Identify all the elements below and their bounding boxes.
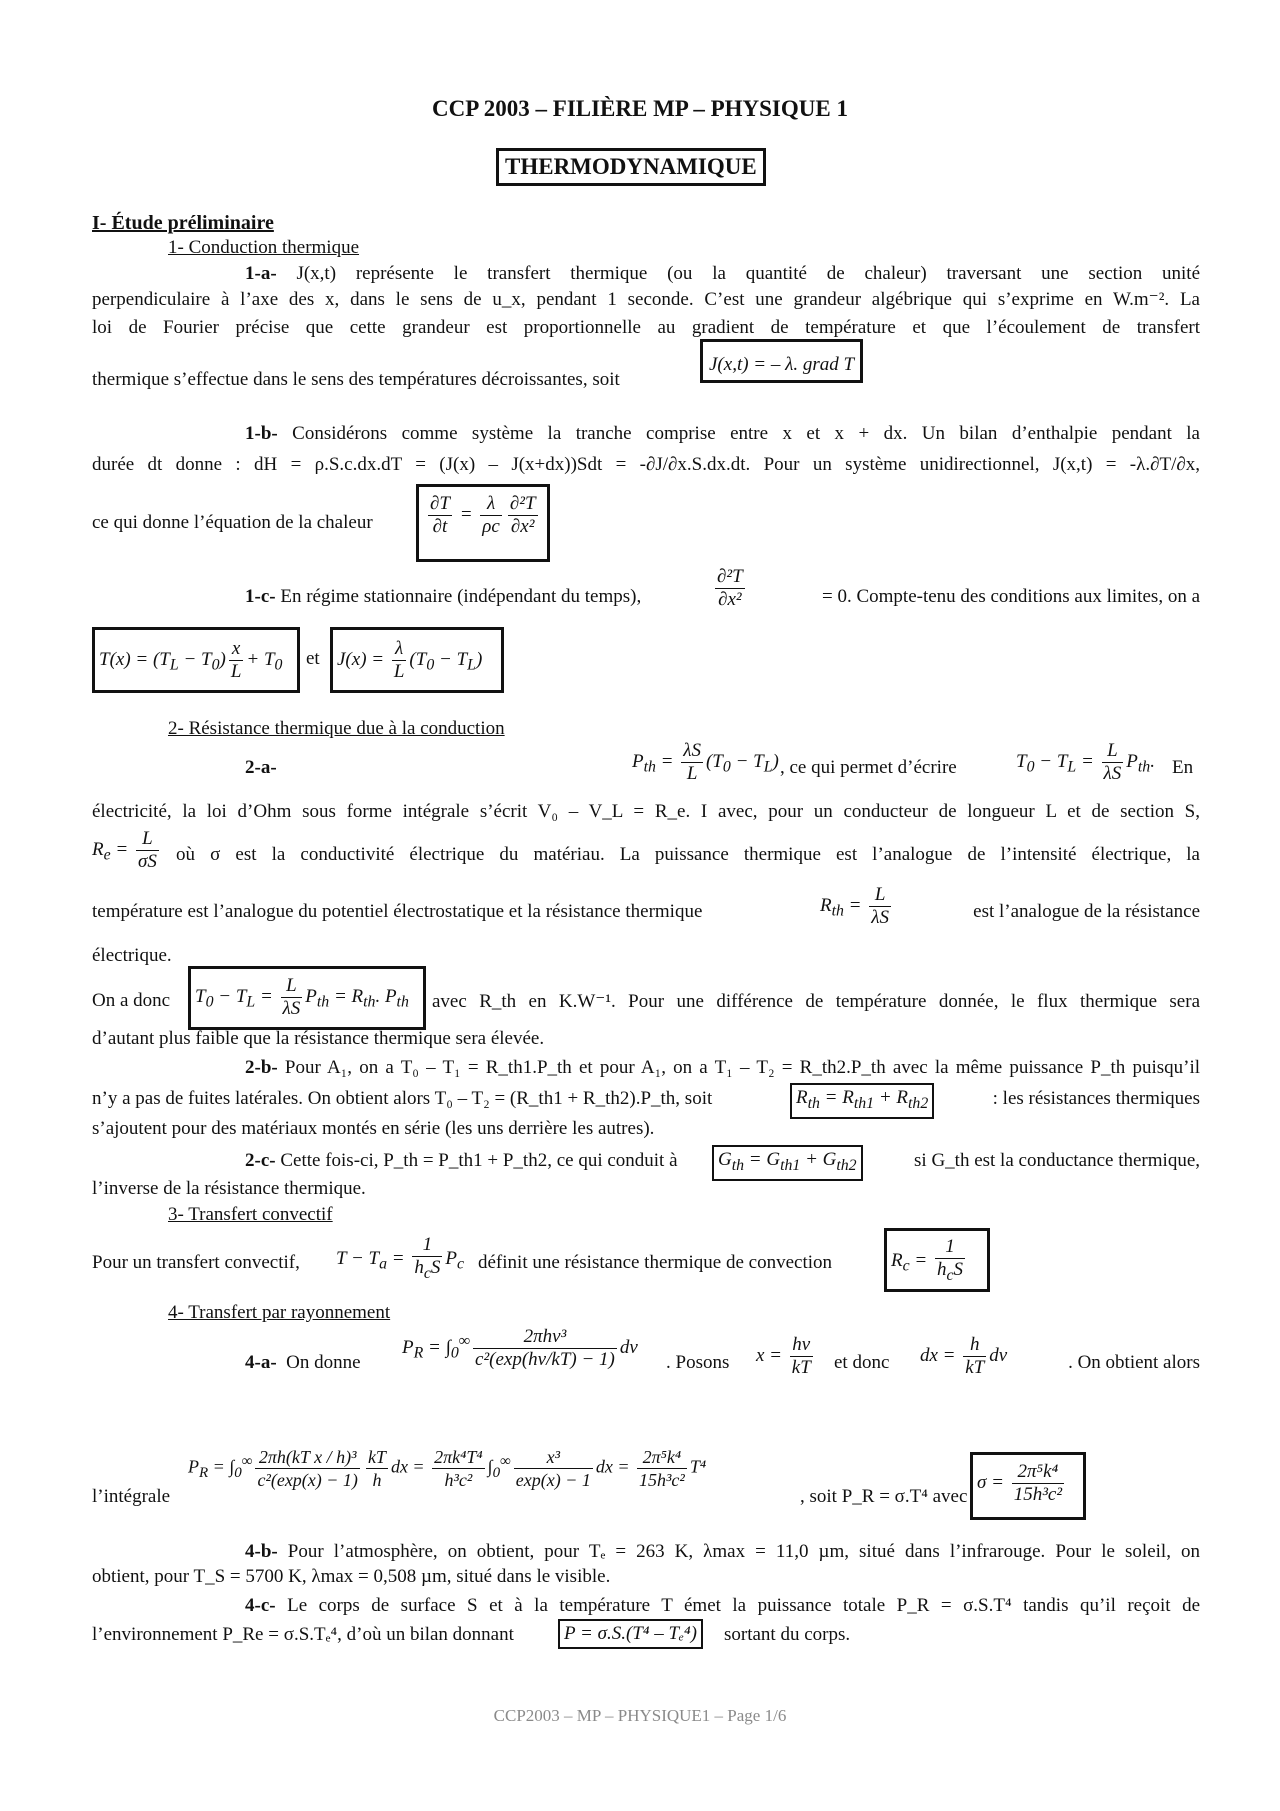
paragraph-1b-line2: durée dt donne : dH = ρ.S.c.dx.dT = (J(x) – J(x+dx))Sdt = -∂J/∂x.S.dx.dt. Pour un système unidirectionnel, J(x,t) = -λ.∂T/∂x, <box>92 454 1200 475</box>
equation-rth-series: $R_{th} = R_{th1} + R_{th2}$ <box>790 1083 934 1119</box>
equation-substitution: x = $\frac{h\nu}{kT}$ <box>756 1334 811 1378</box>
paragraph-2a-line3: où σ est la conductivité électrique du matériau. La puissance thermique est l’analogue de l’intensité électrique, la <box>176 844 1200 865</box>
equation-rth-box: $T_0 - T_L$ = $\frac{L}{\lambda S}$ $P_{th} = R_{th}$. $P_{th}$ <box>188 966 426 1030</box>
paragraph-4a-line1a: 4-a- On donne <box>245 1352 361 1373</box>
paragraph-2a-line2: électricité, la loi d’Ohm sous forme intégrale s’écrit V₀ – V_L = R_e. I avec, pour un conducteur de longueur L et de section S, <box>92 801 1200 822</box>
paragraph-4a-line1d: . On obtient alors <box>1068 1352 1200 1373</box>
paragraph-2b-line2a: n’y a pas de fuites latérales. On obtient alors T₀ – T₂ = (R_th1 + R_th2).P_th, soit <box>92 1088 713 1109</box>
equation-dx: dx = $\frac{h}{kT}$ dν <box>920 1334 1008 1378</box>
paragraph-2a-line6b: avec R_th en K.W⁻¹. Pour une différence de température donnée, le flux thermique sera <box>432 991 1200 1012</box>
paragraph-2a-line4b: est l’analogue de la résistance <box>973 901 1200 922</box>
page-footer: CCP2003 – MP – PHYSIQUE1 – Page 1/6 <box>493 1706 787 1725</box>
paragraph-4c-line2c: sortant du corps. <box>724 1624 851 1645</box>
equation-stefan-integral: $P_R = \int_0^\infty$ $\frac{\text{2πh(kT x / h)³}}{\text{c²(exp(x) − 1)}}$ $\frac{kT}{h}$ dx = $\frac{\text{2πk⁴T⁴}}{\text{h³c²}}$ $\int_0^\infty$ $\frac{\text{x³}}{\exp(x) - 1}$ dx = $\frac{\text{2π⁵k⁴}}{\text{15h³c²}}$ T⁴ <box>188 1447 707 1490</box>
paragraph-3-line1a: Pour un transfert convectif, <box>92 1252 300 1273</box>
paragraph-1b-line1: 1-b- Considérons comme système la tranche comprise entre x et x + dx. Un bilan d’enthalpie pendant la <box>245 423 1200 444</box>
equation-sigma-box: σ = $\frac{\text{2π⁵k⁴}}{\text{15h³c²}}$ <box>970 1452 1086 1520</box>
equation-fourier: J(x,t) = – λ. grad T <box>700 339 863 383</box>
paragraph-4a-line1c: et donc <box>834 1352 890 1373</box>
paragraph-1a-line3: loi de Fourier précise que cette grandeur est proportionnelle au gradient de température et que l’écoulement de transfert <box>92 317 1200 338</box>
paragraph-1a-line2: perpendiculaire à l’axe des x, dans le sens de u_x, pendant 1 seconde. C’est une grandeur algébrique qui s’exprime en W.m⁻². La <box>92 289 1200 310</box>
page-title: CCP 2003 – FILIÈRE MP – PHYSIQUE 1 <box>432 96 848 121</box>
equation-rc-box: $R_c$ = $\frac{1}{h_cS}$ <box>884 1228 990 1292</box>
paragraph-2b-line3: s’ajoutent pour des matériaux montés en série (les uns derrière les autres). <box>92 1118 655 1139</box>
equation-delta-t: $T_0 - T_L$ = $\frac{L}{\lambda S}$ $P_{th}$. <box>1016 740 1155 784</box>
section-box-title: THERMODYNAMIQUE <box>496 148 766 186</box>
paragraph-2a-line7: d’autant plus faible que la résistance thermique sera élevée. <box>92 1028 545 1049</box>
subsection-heading-4: 4- Transfert par rayonnement <box>168 1302 391 1323</box>
paragraph-4a-line2a: l’intégrale <box>92 1486 171 1507</box>
section-heading: I- Étude préliminaire <box>92 212 274 234</box>
paragraph-1c-line1: 1-c- En régime stationnaire (indépendant du temps), <box>245 586 642 607</box>
paragraph-4b-line2: obtient, pour T_S = 5700 K, λmax = 0,508 µm, situé dans le visible. <box>92 1566 611 1587</box>
conjunction-et: et <box>306 648 320 669</box>
equation-rth: $R_{th}$ = $\frac{L}{\lambda S}$ <box>820 884 889 928</box>
equation-temperature-box: $T(x) = (T_L - T_0)$ $\frac{x}{L}$ + $T_0$ <box>92 627 300 693</box>
paragraph-2a-line1: 2-a- <box>245 757 277 778</box>
paragraph-1b-line3: ce qui donne l’équation de la chaleur <box>92 512 373 533</box>
paragraph-1c-line1b: = 0. Compte-tenu des conditions aux limites, on a <box>822 586 1200 607</box>
paragraph-3-line1b: définit une résistance thermique de convection <box>478 1252 833 1273</box>
paragraph-2a-line6a: On a donc <box>92 990 171 1011</box>
paragraph-4a-line1b: . Posons <box>666 1352 730 1373</box>
paragraph-2a-line1c: En <box>1172 757 1194 778</box>
paragraph-2c-line1b: si G_th est la conductance thermique, <box>914 1150 1200 1171</box>
paragraph-2a-line5: électrique. <box>92 945 172 966</box>
equation-convection: $T - T_a$ = $\frac{1}{h_cS}$ $P_c$ <box>336 1234 465 1282</box>
equation-stationary: $\frac{\text{∂²T}}{\text{∂x²}}$ <box>717 566 743 610</box>
paragraph-4a-line2b: , soit P_R = σ.T⁴ avec <box>800 1486 968 1507</box>
equation-planck: $P_R = \int_0^\infty$ $\frac{\text{2πhν³}}{\text{c²(exp(hν/kT) − 1)}}$ dν <box>402 1326 638 1370</box>
subsection-heading-2: 2- Résistance thermique due à la conduction <box>168 718 505 739</box>
equation-re: $R_e$ = $\frac{L}{\sigma S}$ <box>92 828 157 872</box>
equation-gth-parallel: $G_{th} = G_{th1} + G_{th2}$ <box>712 1145 863 1181</box>
paragraph-2a-line1b: , ce qui permet d’écrire <box>780 757 957 778</box>
paragraph-4c-line1: 4-c- Le corps de surface S et à la température T émet la puissance totale P_R = σ.S.T⁴ tandis qu’il reçoit de <box>245 1595 1201 1616</box>
subsection-heading-1: 1- Conduction thermique <box>168 237 360 258</box>
equation-flux-box: J(x) = $\frac{\lambda}{L}$ $(T_0 - T_L)$ <box>330 627 504 693</box>
paragraph-2a-line4a: température est l’analogue du potentiel électrostatique et la résistance thermique <box>92 901 703 922</box>
paragraph-2b-line1: 2-b- Pour A₁, on a T₀ – T₁ = R_th1.P_th et pour A₁, on a T₁ – T₂ = R_th2.P_th avec la même puissance P_th puisqu’il <box>245 1057 1201 1078</box>
paragraph-4c-line2a: l’environnement P_Re = σ.S.Tₑ⁴, d’où un bilan donnant <box>92 1624 514 1645</box>
paragraph-2b-line2b: : les résistances thermiques <box>992 1088 1200 1109</box>
paragraph-2c-line1a: 2-c- Cette fois-ci, P_th = P_th1 + P_th2, ce qui conduit à <box>245 1150 678 1171</box>
equation-pth: $P_{th}$ = $\frac{\lambda S}{L}$ $(T_0 - T_L)$ <box>632 740 779 784</box>
paragraph-2c-line2: l’inverse de la résistance thermique. <box>92 1178 366 1199</box>
equation-heat-box: $\frac{\partial T}{\partial t}$ = $\frac{\lambda}{\rho c}$ $\frac{\text{∂²T}}{\text{∂x²}}$ <box>416 484 550 562</box>
paragraph-4b-line1: 4-b- Pour l’atmosphère, on obtient, pour Tₑ = 263 K, λmax = 11,0 µm, situé dans l’infrarouge. Pour le soleil, on <box>245 1541 1200 1562</box>
paragraph-1a-line4: thermique s’effectue dans le sens des températures décroissantes, soit <box>92 369 620 390</box>
equation-net-power: P = σ.S.(T⁴ – Tₑ⁴) <box>558 1619 703 1649</box>
subsection-heading-3: 3- Transfert convectif <box>168 1204 333 1225</box>
paragraph-1a-line1: 1-a- J(x,t) représente le transfert thermique (ou la quantité de chaleur) traversant une section unité <box>245 263 1201 284</box>
